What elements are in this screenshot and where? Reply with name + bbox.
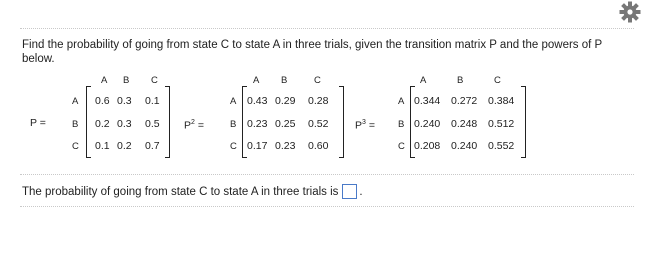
matrix-cell: 0.344 <box>414 95 441 107</box>
matrix-label <box>30 117 46 129</box>
matrix-cell: 0.23 <box>275 140 296 152</box>
matrix-cell: 0.384 <box>488 95 515 107</box>
row-header: A <box>398 96 405 107</box>
column-header: A <box>420 75 427 86</box>
row-header: B <box>230 119 237 130</box>
matrix-cell: 0.208 <box>414 140 441 152</box>
row-header: C <box>72 141 79 152</box>
top-divider <box>20 28 634 29</box>
column-header: B <box>457 75 464 86</box>
matrix-right-bracket <box>339 86 344 158</box>
matrix-name: P <box>355 119 363 132</box>
column-header: B <box>123 75 130 86</box>
column-header: B <box>281 75 288 86</box>
row-header: B <box>398 119 405 130</box>
matrix-left-bracket <box>86 86 91 158</box>
matrix-cell: 0.2 <box>95 118 110 130</box>
matrix-power: 3 <box>362 119 366 126</box>
matrix-cell: 0.5 <box>145 118 160 130</box>
matrix-cell: 0.240 <box>414 118 441 130</box>
matrix-name: P <box>184 119 192 132</box>
problem-statement: Find the probability of going from state C to state A in three trials, given the transition matrix P and the powers of P below. <box>22 39 602 65</box>
equals-sign: = <box>365 119 375 132</box>
matrix-label <box>355 117 375 132</box>
row-header: A <box>72 96 79 107</box>
matrix-cell: 0.60 <box>308 140 329 152</box>
column-header: A <box>101 75 108 86</box>
answer-input[interactable] <box>342 184 357 199</box>
bottom-divider <box>20 206 634 207</box>
matrix-right-bracket <box>165 86 170 158</box>
answer-suffix: . <box>359 185 363 198</box>
matrix-cell: 0.43 <box>247 95 268 107</box>
column-header: A <box>253 75 260 86</box>
equals-sign: = <box>36 117 46 129</box>
matrix-cell: 0.52 <box>308 118 329 130</box>
matrix-cell: 0.552 <box>488 140 515 152</box>
row-header: A <box>230 96 237 107</box>
equals-sign: = <box>194 119 204 132</box>
matrix-cell: 0.3 <box>117 118 132 130</box>
matrix-cell: 0.7 <box>145 140 160 152</box>
matrix-cell: 0.272 <box>451 95 478 107</box>
row-header: B <box>72 119 79 130</box>
matrix-cell: 0.240 <box>451 140 478 152</box>
matrix-cell: 0.23 <box>247 118 268 130</box>
middle-divider <box>20 174 634 175</box>
matrix-cell: 0.512 <box>488 118 515 130</box>
matrix-name: P <box>30 117 37 129</box>
matrix-cell: 0.3 <box>117 95 132 107</box>
matrix-label <box>184 117 204 132</box>
matrix-right-bracket <box>521 86 526 158</box>
answer-line <box>22 184 363 199</box>
matrix-cell: 0.25 <box>275 118 296 130</box>
matrix-cell: 0.17 <box>247 140 268 152</box>
matrix-cell: 0.6 <box>95 95 110 107</box>
answer-prompt: The probability of going from state C to state A in three trials is <box>22 185 339 198</box>
row-header: C <box>398 141 405 152</box>
matrix-cell: 0.1 <box>145 95 160 107</box>
column-header: C <box>151 75 158 86</box>
matrix-cell: 0.2 <box>117 140 132 152</box>
column-header: C <box>494 75 501 86</box>
matrix-cell: 0.29 <box>275 95 296 107</box>
row-header: C <box>230 141 237 152</box>
matrix-cell: 0.28 <box>308 95 329 107</box>
matrix-cell: 0.1 <box>95 140 110 152</box>
column-header: C <box>314 75 321 86</box>
matrix-power: 2 <box>191 119 195 126</box>
gear-icon[interactable] <box>618 0 642 24</box>
matrix-cell: 0.248 <box>451 118 478 130</box>
